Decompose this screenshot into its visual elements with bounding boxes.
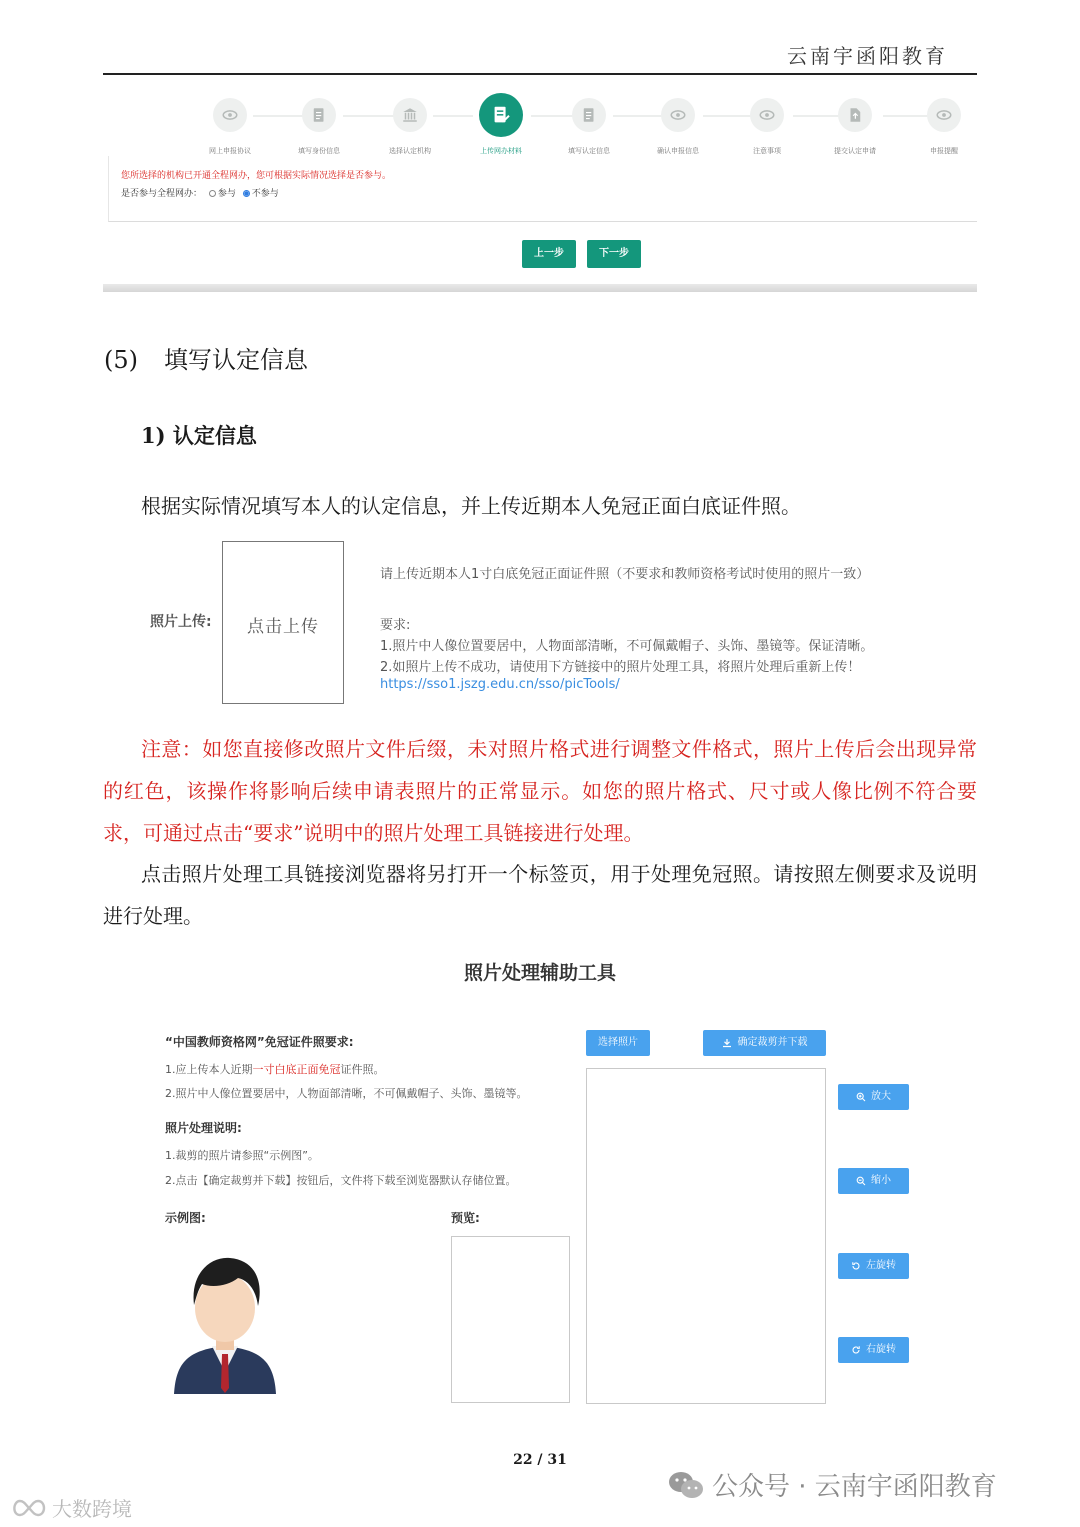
stepper-screenshot [103, 88, 977, 298]
radio-no[interactable] [243, 190, 250, 197]
step-7 [722, 98, 812, 156]
step-4-active [456, 98, 546, 156]
step-label: 注意事项 [753, 147, 781, 155]
zoom-in-label: 放大 [871, 1091, 891, 1102]
step-2 [274, 98, 364, 156]
notice-text: 您所选择的机构已开通全程网办，您可根据实际情况选择是否参与。 [121, 171, 392, 181]
step-8 [810, 98, 900, 156]
eye-icon [750, 98, 784, 132]
photo-upload-box[interactable] [222, 541, 344, 704]
rotate-right-button[interactable] [838, 1337, 909, 1363]
req1-suffix: 证件照。 [340, 1063, 385, 1076]
step-label: 上传网办材料 [480, 147, 522, 155]
requirements-title: 要求: [380, 618, 411, 633]
institution-icon [393, 98, 427, 132]
tool-instruction-2: 2.点击【确定裁剪并下载】按钮后，文件将下载至浏览器默认存储位置。 [165, 1174, 517, 1187]
rotate-left-button[interactable] [838, 1253, 909, 1279]
upload-box-text: 点击上传 [247, 617, 319, 637]
tool-requirement-2: 2.照片中人像位置要居中，人物面部清晰，不可佩戴帽子、头饰、墨镜等。 [165, 1087, 528, 1100]
step-label: 填写身份信息 [298, 147, 340, 155]
step-label: 选择认定机构 [389, 147, 431, 155]
header-rule [103, 73, 977, 75]
requirement-2: 2.如照片上传不成功，请使用下方链接中的照片处理工具，将照片处理后重新上传！ [380, 660, 861, 675]
warning-paragraph: 注意：如您直接修改照片文件后缀，未对照片格式进行调整文件格式，照片上传后会出现异常的红色，该操作将影响后续申请表照片的正常显示。如您的照片格式、尺寸或人像比例不符合要求，可通过点击“要求”说明中的照片处理工具链接进行处理。 [103, 737, 977, 845]
sample-avatar-image [172, 1250, 278, 1394]
photo-upload-label: 照片上传: [150, 614, 212, 630]
zoom-out-icon [856, 1176, 866, 1186]
preview-area [451, 1236, 570, 1403]
intro-paragraph: 根据实际情况填写本人的认定信息，并上传近期本人免冠正面白底证件照。 [141, 494, 801, 518]
sub-heading: 1) 认定信息 [141, 423, 257, 448]
req1-highlight: 一寸白底正面免冠 [252, 1063, 341, 1076]
watermark-right [668, 1466, 997, 1503]
prev-step-button[interactable]: 上一步 [522, 240, 576, 268]
rotate-left-label: 左旋转 [866, 1260, 896, 1271]
crop-download-label: 确定裁剪并下载 [737, 1037, 808, 1048]
zoom-out-label: 缩小 [871, 1175, 891, 1186]
step-3 [365, 98, 455, 156]
eye-icon [213, 98, 247, 132]
section-title: 填写认定信息 [164, 346, 308, 374]
upload-instruction: 请上传近期本人1寸白底免冠正面证件照（不要求和教师资格考试时使用的照片一致） [380, 567, 870, 582]
step-6 [633, 98, 723, 156]
tool-title: 照片处理辅助工具 [463, 962, 616, 984]
radio-yes[interactable] [209, 190, 216, 197]
eye-icon [661, 98, 695, 132]
eye-icon [927, 98, 961, 132]
step-9 [899, 98, 989, 156]
document-icon [302, 98, 336, 132]
download-icon [722, 1038, 732, 1048]
participation-question [121, 186, 279, 199]
req1-prefix: 1.应上传本人近期 [165, 1063, 253, 1076]
wechat-icon [668, 1470, 704, 1500]
document-edit-icon [479, 93, 523, 137]
rotate-left-icon [851, 1261, 861, 1271]
document-icon [572, 98, 606, 132]
pic-tools-link[interactable]: https://sso1.jszg.edu.cn/sso/picTools/ [380, 677, 620, 692]
rotate-right-icon [851, 1345, 861, 1355]
preview-label: 预览: [451, 1211, 480, 1225]
brand-logo-icon [10, 1498, 48, 1518]
step-label: 申报提醒 [930, 147, 958, 155]
step-label: 填写认定信息 [568, 147, 610, 155]
zoom-in-button[interactable] [838, 1084, 909, 1110]
header-title: 云南宇函阳教育 [787, 44, 948, 68]
watermark-right-text: 公众号 · 云南宇函阳教育 [712, 1472, 997, 1502]
question-label: 是否参与全程网办： [121, 189, 203, 199]
radio-no-label: 不参与 [251, 189, 279, 199]
step-1 [185, 98, 275, 156]
rotate-right-label: 右旋转 [866, 1344, 896, 1355]
zoom-in-icon [856, 1092, 866, 1102]
tool-instruction-1: 1.裁剪的照片请参照“示例图”。 [165, 1149, 319, 1162]
tool-requirement-1 [165, 1061, 385, 1077]
step-label: 确认申报信息 [657, 147, 699, 155]
zoom-out-button[interactable] [838, 1168, 909, 1194]
next-step-button[interactable]: 下一步 [587, 240, 641, 268]
choose-photo-button[interactable]: 选择照片 [586, 1030, 650, 1056]
requirement-1: 1.照片中人像位置要居中，人物面部清晰，不可佩戴帽子、头饰、墨镜等。保证清晰。 [380, 639, 874, 654]
step-5 [544, 98, 634, 156]
crop-area[interactable] [586, 1068, 826, 1404]
step-label: 提交认定申请 [834, 147, 876, 155]
file-submit-icon [838, 98, 872, 132]
watermark-left-text: 大数跨境 [52, 1497, 132, 1521]
sample-label: 示例图: [165, 1211, 206, 1225]
section-heading [104, 340, 308, 375]
tool-instructions-heading: 照片处理说明: [165, 1121, 242, 1135]
page-number: 22 / 31 [513, 1452, 567, 1468]
crop-download-button[interactable] [703, 1030, 826, 1056]
section-number: (5) [104, 346, 138, 374]
tool-requirements-heading: “中国教师资格网”免冠证件照要求: [165, 1035, 354, 1049]
screenshot-bottom-edge [103, 284, 977, 292]
radio-yes-label: 参与 [217, 189, 236, 199]
tool-paragraph: 点击照片处理工具链接浏览器将另打开一个标签页，用于处理免冠照。请按照左侧要求及说明进行处理。 [103, 862, 977, 928]
watermark-left [10, 1493, 132, 1522]
step-label: 网上申报协议 [209, 147, 251, 155]
stepper-panel [108, 156, 977, 222]
